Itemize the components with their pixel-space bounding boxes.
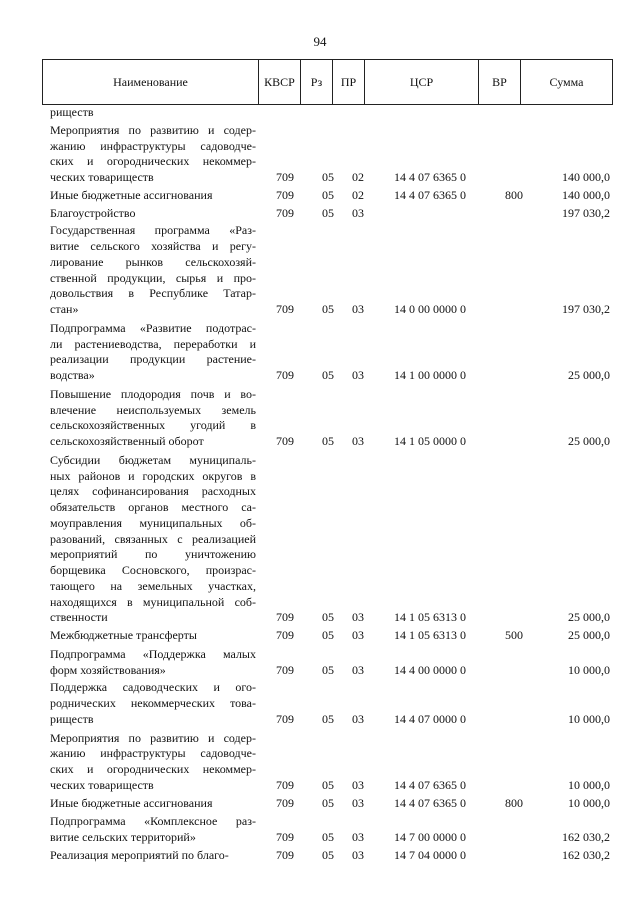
row-name	[50, 387, 256, 450]
header-rz: Рз	[301, 60, 333, 105]
row-pr: 03	[352, 628, 364, 642]
row-kvsr: 709	[276, 170, 294, 184]
row-sum: 10 000,0	[568, 711, 610, 726]
row-sum: 140 000,0	[562, 170, 610, 184]
row-csr: 14 1 05 6313 0	[394, 610, 466, 625]
row-kvsr: 709	[276, 830, 294, 844]
row-name-line: борщевика Сосновского, произрас-	[50, 563, 256, 577]
row-name	[50, 321, 256, 384]
row-name-line: Подпрограмма «Развитие подотрас-	[50, 320, 256, 335]
row-pr: 03	[352, 847, 364, 862]
row-name	[50, 453, 256, 626]
header-kvsr: КВСР	[259, 60, 301, 105]
row-pr: 03	[352, 302, 364, 316]
row-name-line: обязательств органов местного са-	[50, 500, 256, 514]
row-pr: 03	[352, 368, 364, 382]
row-pr: 03	[352, 795, 364, 810]
table-row	[50, 105, 612, 121]
row-kvsr: 709	[276, 302, 294, 316]
header-csr: ЦСР	[365, 60, 479, 105]
table-row	[50, 387, 612, 450]
row-csr: 14 4 07 6365 0	[394, 777, 466, 792]
table-row	[50, 123, 612, 186]
row-rz: 05	[322, 628, 334, 642]
row-name-line: целях софинансирования расходных	[50, 484, 256, 499]
table-row	[50, 680, 612, 727]
row-name-line: Государственная программа «Раз-	[50, 223, 256, 238]
row-sum: 25 000,0	[568, 610, 610, 625]
row-name-line: ственности	[50, 610, 108, 625]
row-rz: 05	[322, 610, 334, 625]
row-name-line: Поддержка садоводческих и ого-	[50, 680, 256, 695]
row-sum: 25 000,0	[568, 434, 610, 448]
row-name-line: Повышение плодородия почв и во-	[50, 386, 256, 401]
row-name-line: находящихся в муниципальной соб-	[50, 594, 256, 609]
table-row	[50, 731, 612, 794]
row-name-line: ственной продукции, сырья и про-	[50, 270, 256, 285]
row-pr: 03	[352, 434, 364, 448]
table-row	[50, 814, 612, 846]
row-csr: 14 4 07 0000 0	[394, 711, 466, 726]
row-pr: 03	[352, 777, 364, 792]
row-name	[50, 188, 256, 204]
table-row	[50, 188, 612, 204]
row-pr: 03	[352, 830, 364, 844]
row-name-line: ли растениеводства, переработки и	[50, 336, 256, 351]
row-rz: 05	[322, 368, 334, 382]
row-name	[50, 848, 256, 864]
row-rz: 05	[322, 434, 334, 448]
row-kvsr: 709	[276, 628, 294, 642]
row-name-line: витие сельского хозяйства и регу-	[50, 239, 256, 253]
row-kvsr: 709	[276, 662, 294, 677]
row-name-line: жанию инфраструктуры садоводче-	[50, 746, 256, 761]
row-vr: 500	[505, 628, 523, 642]
row-sum: 25 000,0	[568, 628, 610, 642]
row-name-line: риществ	[50, 105, 94, 119]
row-name-line: витие сельских территорий»	[50, 830, 196, 844]
row-pr: 03	[352, 205, 364, 220]
row-name-line: тающего на земельных участках,	[50, 578, 256, 593]
header-pr: ПР	[333, 60, 365, 105]
table-row	[50, 848, 612, 864]
row-pr: 02	[352, 170, 364, 184]
row-name	[50, 223, 256, 318]
row-name-line: Подпрограмма «Комплексное раз-	[50, 814, 256, 829]
table-row	[50, 223, 612, 318]
row-pr: 03	[352, 610, 364, 625]
row-name-line: Мероприятия по развитию и содер-	[50, 122, 256, 137]
row-csr: 14 1 00 0000 0	[394, 368, 466, 382]
row-name-line: мероприятий по уничтожению	[50, 547, 256, 562]
row-kvsr: 709	[276, 205, 294, 220]
row-name-line: форм хозяйствования»	[50, 662, 166, 677]
table-body	[50, 105, 612, 864]
row-kvsr: 709	[276, 434, 294, 448]
row-kvsr: 709	[276, 368, 294, 382]
table-row	[50, 321, 612, 384]
row-sum: 10 000,0	[568, 795, 610, 810]
row-name-line: Реализация мероприятий по благо-	[50, 847, 229, 862]
header-name: Наименование	[113, 74, 188, 89]
row-name-line: риществ	[50, 711, 94, 726]
row-name	[50, 206, 256, 222]
row-pr: 03	[352, 711, 364, 726]
header-sum: Сумма	[521, 60, 613, 105]
row-kvsr: 709	[276, 711, 294, 726]
row-name-line: ческих товариществ	[50, 170, 154, 184]
row-name-line: лирование рынков сельскохозяй-	[50, 254, 256, 269]
row-csr: 14 7 00 0000 0	[394, 830, 466, 844]
table-row	[50, 647, 612, 679]
row-csr: 14 4 00 0000 0	[394, 662, 466, 677]
row-csr: 14 0 00 0000 0	[394, 302, 466, 316]
row-kvsr: 709	[276, 610, 294, 625]
row-sum: 10 000,0	[568, 662, 610, 677]
row-name-line: Субсидии бюджетам муниципаль-	[50, 452, 256, 467]
row-name-line: Благоустройство	[50, 205, 136, 220]
row-name-line: ских и огороднических некоммер-	[50, 154, 256, 169]
row-name-line: разований, связанных с реализацией	[50, 531, 256, 546]
row-sum: 162 030,2	[562, 830, 610, 844]
row-rz: 05	[322, 830, 334, 844]
table-row	[50, 628, 612, 644]
table-header	[42, 59, 613, 105]
row-sum: 162 030,2	[562, 847, 610, 862]
row-name	[50, 814, 256, 846]
row-rz: 05	[322, 170, 334, 184]
header-vr: ВР	[479, 60, 521, 105]
row-name-line: реализации продукции растение-	[50, 352, 256, 367]
row-kvsr: 709	[276, 795, 294, 810]
row-name	[50, 105, 256, 121]
row-rz: 05	[322, 711, 334, 726]
table-row	[50, 453, 612, 626]
row-vr: 800	[505, 795, 523, 810]
row-name-line: сельскохозяйственных угодий в	[50, 418, 256, 433]
row-rz: 05	[322, 662, 334, 677]
row-name	[50, 796, 256, 812]
row-csr: 14 1 05 0000 0	[394, 434, 466, 448]
row-pr: 03	[352, 662, 364, 677]
row-rz: 05	[322, 777, 334, 792]
row-sum: 25 000,0	[568, 368, 610, 382]
row-sum: 10 000,0	[568, 777, 610, 792]
row-name-line: водства»	[50, 368, 95, 382]
row-name	[50, 123, 256, 186]
row-kvsr: 709	[276, 777, 294, 792]
row-sum: 197 030,2	[562, 302, 610, 316]
row-name-line: ческих товариществ	[50, 777, 154, 792]
row-csr: 14 7 04 0000 0	[394, 847, 466, 862]
row-name-line: жанию инфраструктуры садоводче-	[50, 138, 256, 153]
row-name	[50, 647, 256, 679]
row-kvsr: 709	[276, 847, 294, 862]
row-name-line: стан»	[50, 302, 79, 316]
row-vr: 800	[505, 187, 523, 202]
row-csr: 14 1 05 6313 0	[394, 628, 466, 642]
row-name-line: сельскохозяйственный оборот	[50, 434, 204, 448]
row-csr: 14 4 07 6365 0	[394, 187, 466, 202]
row-sum: 140 000,0	[562, 187, 610, 202]
row-name-line: ных районов и городских округов в	[50, 468, 256, 483]
row-name	[50, 628, 256, 644]
table-row	[50, 796, 612, 812]
row-kvsr: 709	[276, 187, 294, 202]
row-name	[50, 680, 256, 727]
row-name-line: Иные бюджетные ассигнования	[50, 187, 213, 202]
row-name-line: Подпрограмма «Поддержка малых	[50, 646, 256, 661]
row-name-line: роднических некоммерческих това-	[50, 696, 256, 710]
row-rz: 05	[322, 302, 334, 316]
row-csr: 14 4 07 6365 0	[394, 795, 466, 810]
row-rz: 05	[322, 795, 334, 810]
row-rz: 05	[322, 847, 334, 862]
row-sum: 197 030,2	[562, 205, 610, 220]
row-name-line: Межбюджетные трансферты	[50, 628, 197, 642]
row-name	[50, 731, 256, 794]
row-name-line: влечение неиспользуемых земель	[50, 402, 256, 417]
row-name-line: Иные бюджетные ассигнования	[50, 795, 213, 810]
row-rz: 05	[322, 187, 334, 202]
row-name-line: Мероприятия по развитию и содер-	[50, 730, 256, 745]
table-row	[50, 206, 612, 222]
page-number: 94	[313, 34, 327, 49]
row-name-line: моуправления муниципальных об-	[50, 515, 256, 530]
row-name-line: ских и огороднических некоммер-	[50, 762, 256, 776]
row-name-line: довольствия в Республике Татар-	[50, 286, 256, 301]
row-csr: 14 4 07 6365 0	[394, 170, 466, 184]
row-pr: 02	[352, 187, 364, 202]
row-rz: 05	[322, 205, 334, 220]
